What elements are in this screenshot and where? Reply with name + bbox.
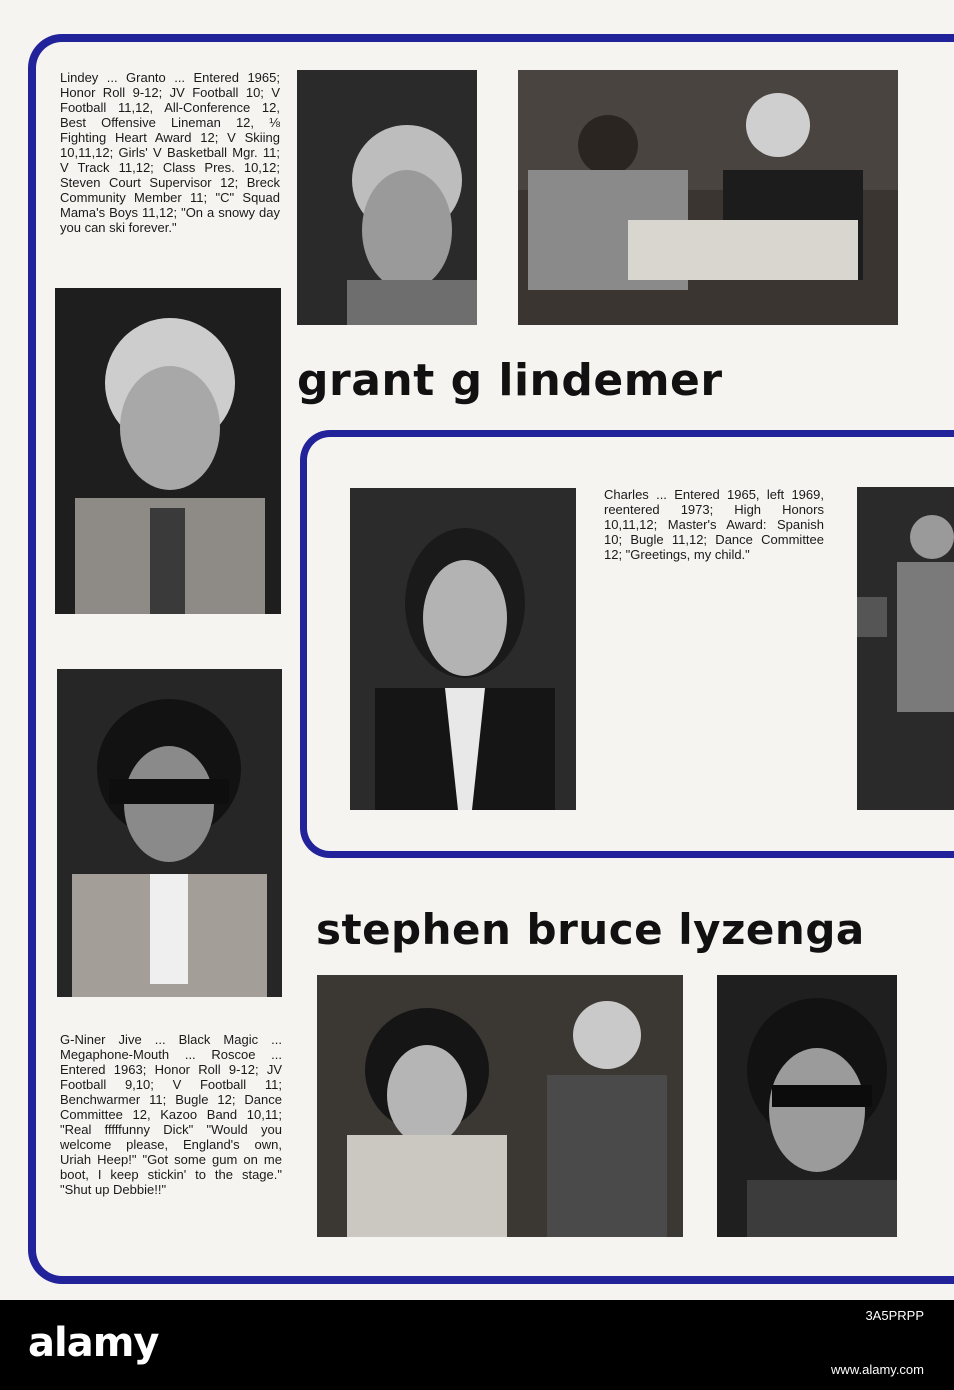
alamy-logo: alamy — [28, 1320, 159, 1366]
charles-caption: Charles ... Entered 1965, left 1969, reentered 1973; High Honors 10,11,12; Master's Award: Spanish 10; Bugle 11,12; Dance Committee 12; "Greetings, my child." — [604, 487, 824, 562]
stephen-closeup-photo — [717, 975, 897, 1237]
partial-edge-photo — [857, 487, 954, 810]
grant-name-heading: grant g lindemer — [297, 355, 723, 406]
stephen-portrait — [57, 669, 282, 997]
site-url: www.alamy.com — [831, 1362, 924, 1377]
grant-candid-photo — [297, 70, 477, 325]
image-id: 3A5PRPP — [865, 1308, 924, 1323]
frame-top-right — [920, 34, 954, 434]
classroom-photo — [518, 70, 898, 325]
stephen-candid-photo — [317, 975, 683, 1237]
grant-caption: Lindey ... Granto ... Entered 1965; Honor Roll 9-12; JV Football 10; V Football 11,12, All-Conference 12, Best Offensive Lineman 12, ⅛ Fighting Heart Award 12; V Skiing 10,11,12; Girls' V Basketball Mgr. 11; V Track 11,12; Class Pres. 10,12; Steven Court Supervisor 12; Breck Community Member 11; "C" Squad Mama's Boys 11,12; "On a snowy day you can ski forever." — [60, 70, 280, 235]
charles-portrait — [350, 488, 576, 810]
stephen-caption: G-Niner Jive ... Black Magic ... Megaphone-Mouth ... Roscoe ... Entered 1963; Honor Roll 9-12; JV Football 9,10; V Football 11; Benchwarmer 11; Bugle 12; Dance Committee 12, Kazoo Band 10,11; "Real fffffunny Dick" "Would you welcome please, England's own, Uriah Heep!" "Got some gum on me boot, I keep stickin' to the stage." "Shut up Debbie!!" — [60, 1032, 282, 1197]
grant-portrait — [55, 288, 281, 614]
stephen-name-heading: stephen bruce lyzenga — [316, 905, 865, 954]
